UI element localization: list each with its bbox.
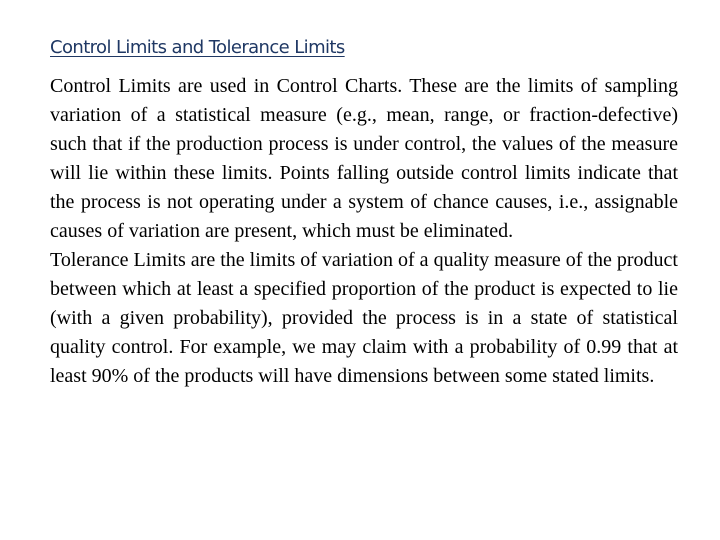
paragraph-tolerance-limits: Tolerance Limits are the limits of variation of a quality measure of the product between which at least a specified proportion of the product is expected to lie (with a given probability), provided the process is in a state of statistical quality control. For example, we may claim with a probability of 0.99 that at least 90% of the products will have dimensions between some stated limits. <box>50 249 678 387</box>
slide-title: Control Limits and Tolerance Limits <box>50 37 345 58</box>
paragraph-control-limits: Control Limits are used in Control Charts. These are the limits of sampling variation of a statistical measure (e.g., mean, range, or fraction-defective) such that if the production process is under control, the values of the measure will lie within these limits. Points falling outside control limits indicate that the process is not operating under a system of chance causes, i.e., assignable causes of variation are present, which must be eliminated. <box>50 75 678 242</box>
slide-body <box>50 72 678 391</box>
